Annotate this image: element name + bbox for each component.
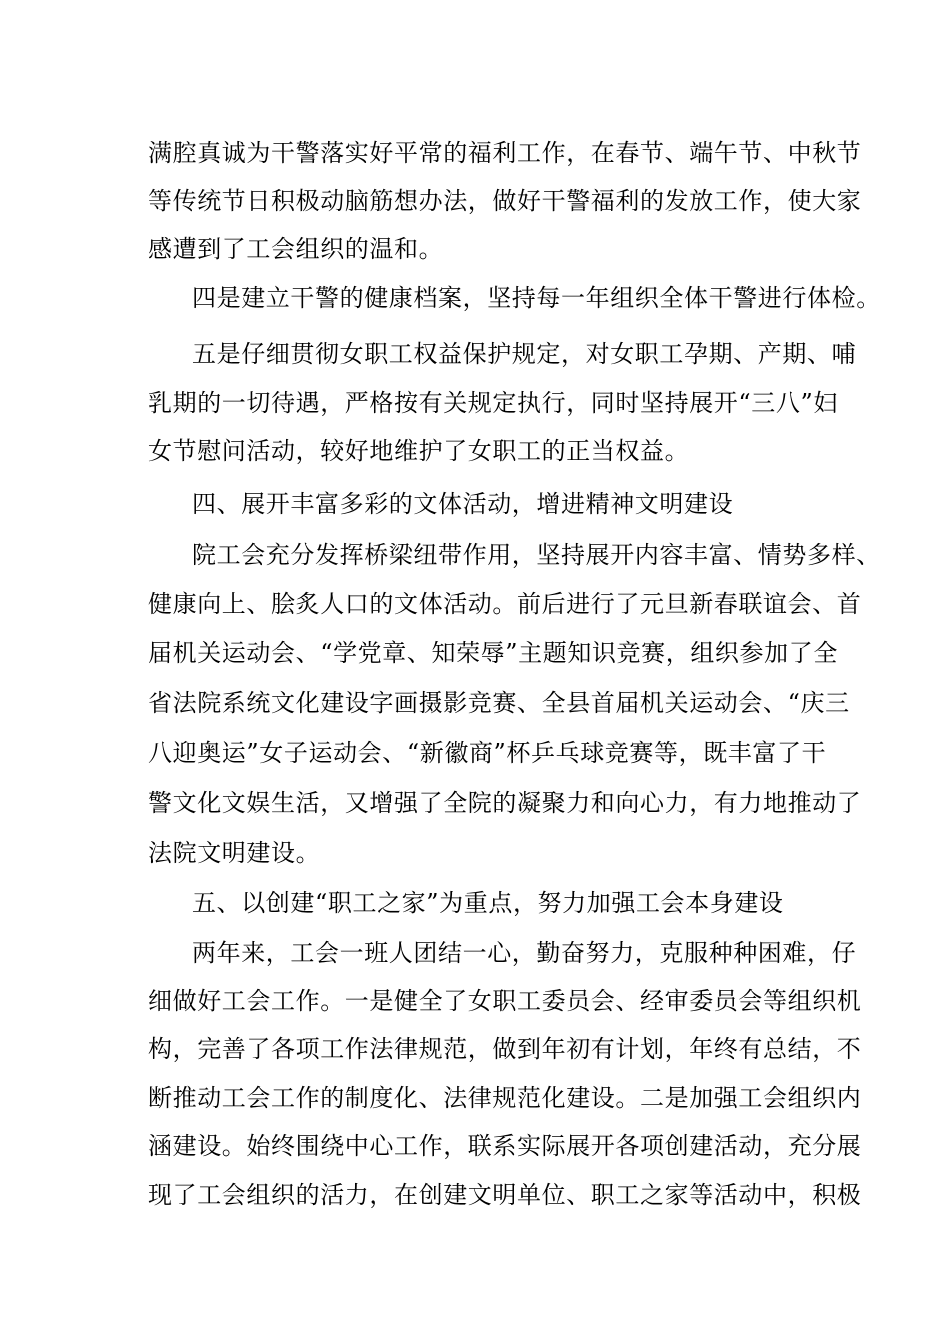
text-line: 女节慰问活动，较好地维护了女职工的正当权益。 (148, 437, 690, 465)
text-line: 细做好工会工作。一是健全了女职工委员会、经审委员会等组织机 (148, 987, 862, 1015)
text-line: 涵建设。始终围绕中心工作，联系实际展开各项创建活动，充分展 (148, 1132, 862, 1160)
text-line: 乳期的一切待遇，严格按有关规定执行，同时坚持展开“三八”妇 (148, 389, 838, 417)
text-line: 现了工会组织的活力，在创建文明单位、职工之家等活动中，积极 (148, 1181, 862, 1209)
text-line: 断推动工会工作的制度化、法律规范化建设。二是加强工会组织内 (148, 1084, 862, 1112)
text-line: 等传统节日积极动脑筋想办法，做好干警福利的发放工作，使大家 (148, 187, 862, 215)
text-line: 警文化文娱生活，又增强了全院的凝聚力和向心力，有力地推动了 (148, 789, 862, 817)
text-line: 感遭到了工会组织的温和。 (148, 235, 444, 263)
text-line: 满腔真诚为干警落实好平常的福利工作，在春节、端午节、中秋节 (148, 139, 862, 167)
text-line: 省法院系统文化建设字画摄影竞赛、全县首届机关运动会、“庆三 (148, 689, 850, 717)
text-line: 院工会充分发挥桥梁纽带作用，坚持展开内容丰富、情势多样、 (192, 541, 881, 569)
text-line: 五是仔细贯彻女职工权益保护规定，对女职工孕期、产期、哺 (192, 340, 857, 368)
text-line: 届机关运动会、“学党章、知荣辱”主题知识竞赛，组织参加了全 (148, 639, 838, 667)
text-line: 构，完善了各项工作法律规范，做到年初有计划，年终有总结，不 (148, 1035, 862, 1063)
text-line: 两年来，工会一班人团结一心，勤奋努力，克服种种困难，仔 (192, 939, 857, 967)
text-line: 法院文明建设。 (148, 839, 321, 867)
text-line: 八迎奥运”女子运动会、“新徽商”杯乒乓球竞赛等，既丰富了干 (148, 739, 827, 767)
section-heading: 四、展开丰富多彩的文体活动，增进精神文明建设 (192, 490, 734, 518)
text-line: 健康向上、脍炙人口的文体活动。前后进行了元旦新春联谊会、首 (148, 590, 862, 618)
text-line: 四是建立干警的健康档案，坚持每一年组织全体干警进行体检。 (192, 284, 881, 312)
section-heading: 五、以创建“职工之家”为重点，努力加强工会本身建设 (192, 889, 784, 917)
